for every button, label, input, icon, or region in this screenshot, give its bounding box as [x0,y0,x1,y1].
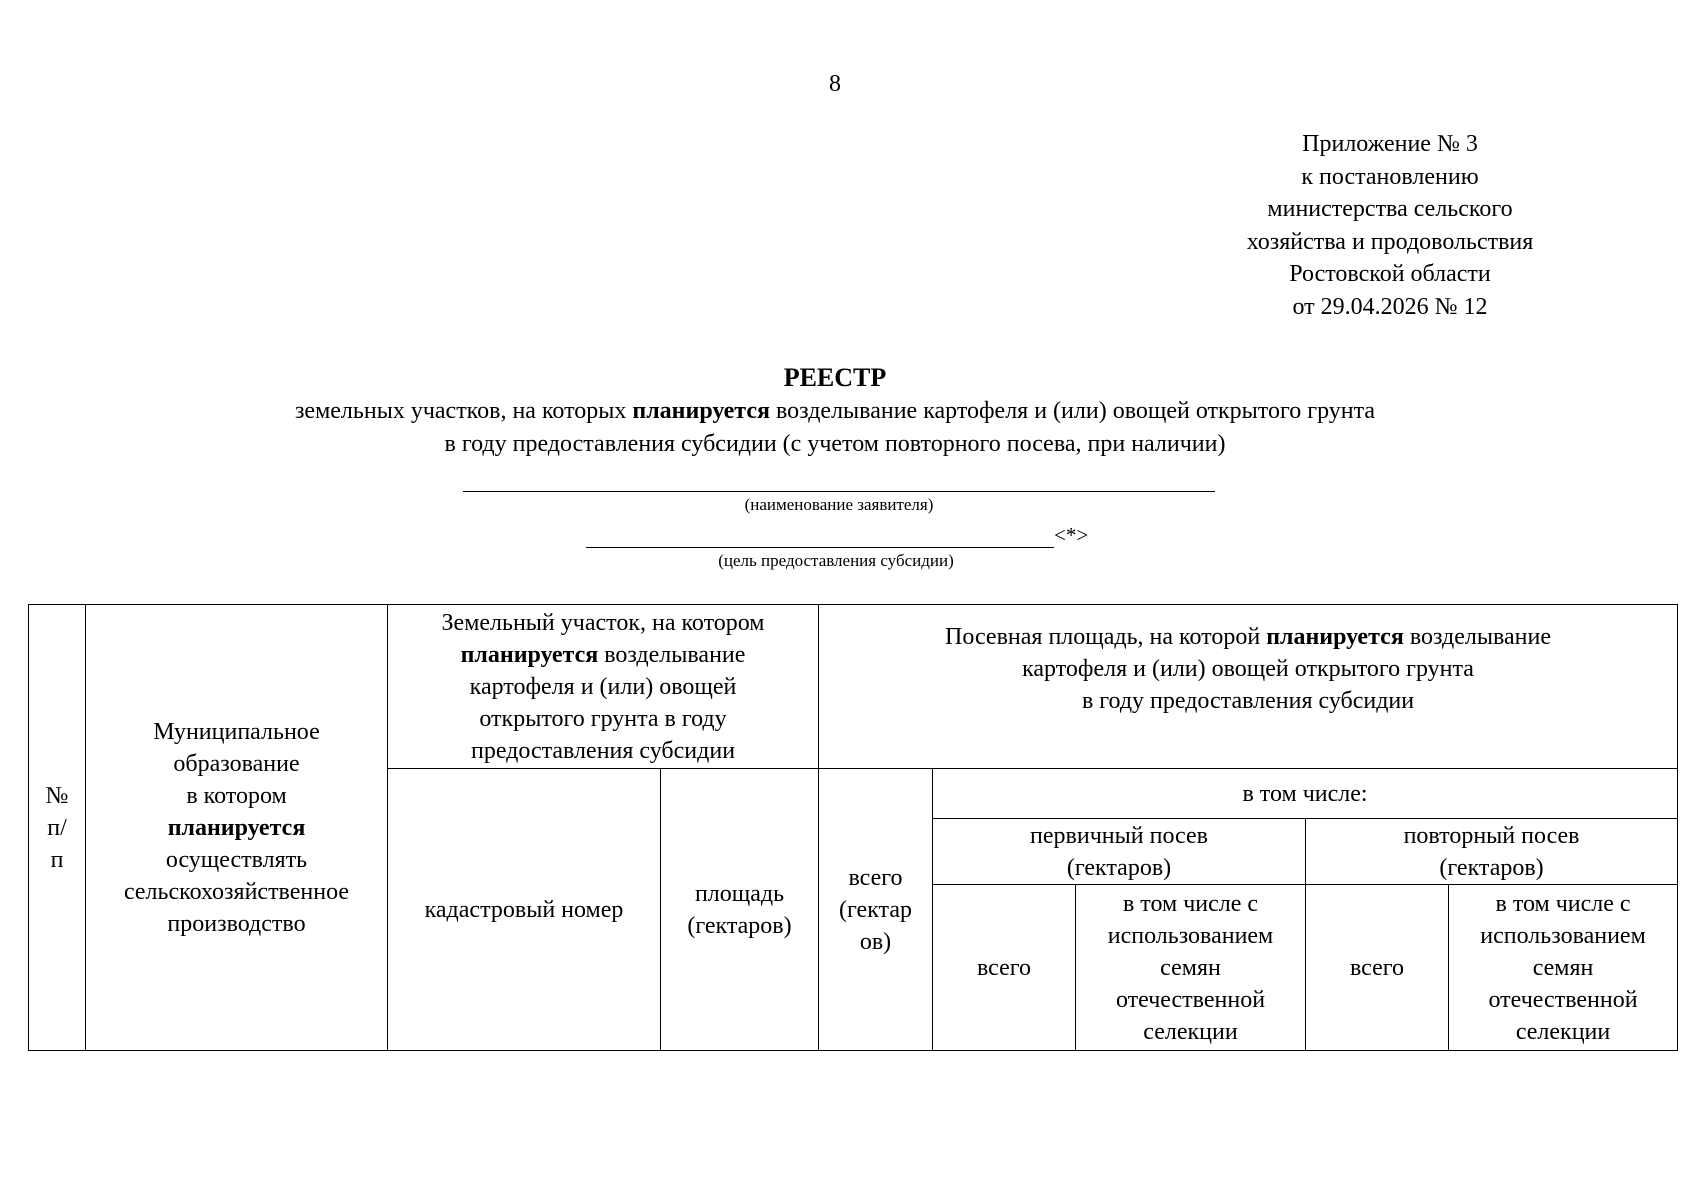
header-line: открытого грунта в году [479,705,727,732]
col-municipality-header [86,605,388,1051]
header-line: в году предоставления субсидии [1081,688,1415,714]
header-emphasis: планируется [1266,624,1404,650]
primary-sowing-header [933,819,1306,885]
header-line: предоставления субсидии [470,737,736,764]
header-line: использованием [1480,922,1646,949]
header-line: в том числе с [1495,890,1631,917]
header-line: селекции [1143,1018,1238,1045]
header-line: осуществлять [165,846,308,873]
repeat-sowing-header [1306,819,1678,885]
appendix-line: от 29.04.2026 № 12 [1292,293,1488,320]
area-header [661,769,819,1051]
header-line: отечественной [1488,986,1638,1013]
header-line: отечественной [1115,986,1266,1013]
header-line: Земельный участок, на котором [441,609,765,636]
applicant-fill-line [463,491,1215,492]
header-line: площадь [694,880,785,907]
subtitle-line: в году предоставления субсидии (с учетом повторного посева, при наличии) [444,431,1226,457]
header-line: картофеля и (или) овощей открытого грунта [1022,656,1474,682]
registry-table [28,604,1678,1051]
header-line: (гектаров) [1066,854,1172,881]
subtitle-text: земельных участков, на которых [294,398,633,424]
header-line: производство [167,910,306,937]
header-line [823,621,1673,653]
page-number: 8 [829,71,841,97]
header-text: возделывание [598,641,746,668]
purpose-caption: (цель предоставления субсидии) [718,551,954,570]
total-hectares-header [819,769,933,1051]
header-emphasis: планируется [460,641,599,668]
appendix-line: к постановлению [1301,163,1479,190]
primary-domestic-seeds-header [1076,885,1306,1051]
col-number-line: п/ [47,814,67,841]
header-text: возделывание [1403,624,1551,650]
appendix-line: Ростовской области [1289,261,1491,287]
header-line: использованием [1107,922,1274,949]
header-line: селекции [1515,1018,1611,1045]
header-line: сельскохозяйственное [123,878,350,905]
document-subtitle [0,395,1670,461]
purpose-fill-line [586,547,1054,548]
applicant-caption: (наименование заявителя) [744,495,934,514]
header-line: повторный посев [1403,822,1580,849]
repeat-total-header: всего [1306,885,1449,1051]
subtitle-emphasis: планируется [632,398,770,424]
document-title: РЕЕСТР [783,363,887,392]
repeat-domestic-seeds-header [1449,885,1678,1051]
col-number-line: № [45,782,69,809]
col-number-header [29,605,86,1051]
subtitle-text: возделывание картофеля и (или) овощей открытого грунта [770,398,1376,424]
footnote-marker: <*> [1054,523,1089,547]
header-line: семян [1160,954,1221,981]
header-line: первичный посев [1030,822,1208,849]
sown-area-header [819,605,1678,769]
header-line: ов) [859,928,892,955]
land-plot-header [388,605,819,769]
header-line: (гектар [839,896,912,923]
appendix-line: хозяйства и продовольствия [1246,228,1534,255]
header-line: картофеля и (или) овощей [469,673,737,700]
header-line [90,812,383,844]
appendix-line: министерства сельского [1267,196,1513,222]
header-line: Муниципальное [153,718,320,745]
header-emphasis: планируется [167,814,306,841]
primary-total-header: всего [933,885,1076,1051]
header-line: образование [173,750,300,777]
header-line: (гектаров) [1439,854,1544,881]
appendix-line: Приложение № 3 [1302,131,1478,157]
header-line: семян [1532,954,1594,981]
appendix-block [1180,128,1600,323]
header-text: Посевная площадь, на которой [945,624,1267,650]
header-line: в том числе с [1122,890,1259,917]
cadastral-number-header: кадастровый номер [388,769,661,1051]
header-line [392,639,814,671]
including-header: в том числе: [933,769,1678,819]
header-line: в котором [186,782,287,809]
header-line: всего [848,864,903,891]
col-number-line: п [50,846,64,873]
subtitle-line [0,395,1670,428]
header-line: (гектаров) [687,912,792,939]
